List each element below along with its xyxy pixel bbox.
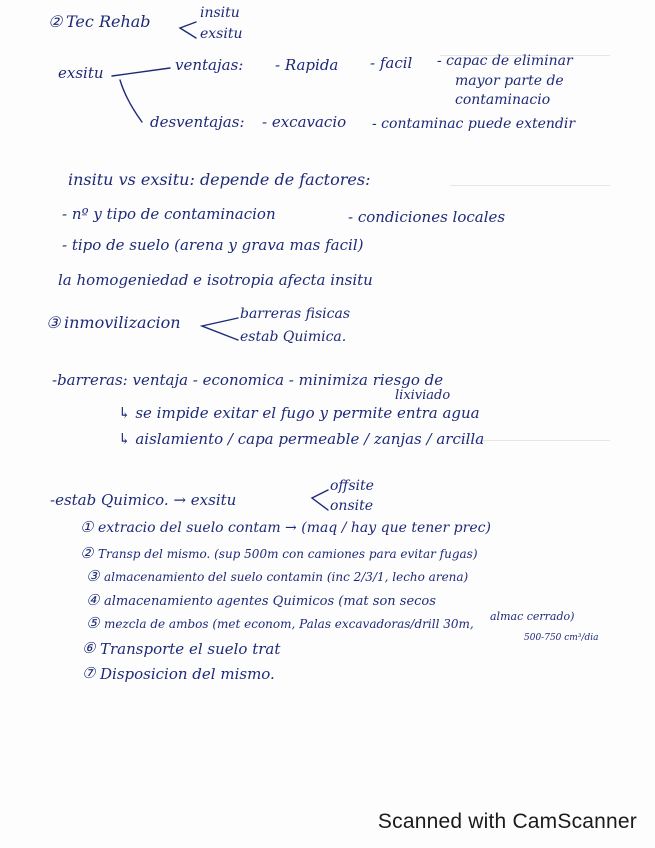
step-1-number: ① <box>80 518 94 536</box>
ventaja-eliminar-3: contaminacio <box>455 92 551 108</box>
comparison-factor-3: - tipo de suelo (arena y grava mas facil) <box>62 236 364 254</box>
branch-stroke <box>112 68 170 76</box>
step-4-note: almac cerrado) <box>490 610 575 623</box>
exsitu-label: exsitu <box>58 64 104 82</box>
desventaja-excavacion: - excavacio <box>262 113 347 131</box>
barreras-line-3: ↳ aislamiento / capa permeable / zanjas / arcilla <box>118 430 485 448</box>
step-1-text: extracio del suelo contam → (maq / hay que tener prec) <box>98 520 491 536</box>
section-3-number: ③ <box>46 313 61 332</box>
section-2-branch-bottom: exsitu <box>200 26 243 42</box>
step-3-text: almacenamiento del suelo contamin (inc 2/3/1, lecho arena) <box>104 570 469 584</box>
ventaja-facil: - facil <box>370 54 413 72</box>
desventajas-label: desventajas: <box>150 113 245 131</box>
comparison-factor-2: - condiciones locales <box>348 208 506 226</box>
comparison-factor-1: - nº y tipo de contaminacion <box>62 205 276 223</box>
barreras-line-2: ↳ se impide exitar el fugo y permite entra agua <box>118 404 480 422</box>
camscanner-watermark: Scanned with CamScanner <box>377 810 637 833</box>
estab-label: -estab Quimico. → exsitu <box>50 491 237 509</box>
section-2-number: ② <box>48 12 63 31</box>
step-4-text: almacenamiento agentes Quimicos (mat son secos <box>104 594 436 609</box>
comparison-heading: insitu vs exsitu: depende de factores: <box>68 170 371 189</box>
fork-stroke <box>180 22 196 38</box>
comparison-note: la homogeniedad e isotropia afecta insitu <box>58 271 373 289</box>
section-2-branch-top: insitu <box>200 5 240 21</box>
ventaja-eliminar-2: mayor parte de <box>455 73 564 89</box>
ventajas-label: ventajas: <box>175 56 244 74</box>
step-2-number: ② <box>80 544 94 562</box>
section-2-title: Tec Rehab <box>66 12 151 31</box>
section-3-title: inmovilizacion <box>64 313 181 332</box>
step-5-number: ⑤ <box>86 614 100 632</box>
step-5-note: 500-750 cm³/dia <box>524 633 599 643</box>
section-3-branch-bottom: estab Quimica. <box>240 329 347 345</box>
step-2-text: Transp del mismo. (sup 500m con camiones para evitar fugas) <box>98 547 478 561</box>
estab-branch-bottom: onsite <box>330 498 374 514</box>
step-6-text: Transporte el suelo trat <box>100 640 281 658</box>
estab-branch-top: offsite <box>330 478 374 494</box>
fork-stroke <box>312 490 328 510</box>
step-6-number: ⑥ <box>82 639 96 657</box>
step-4-number: ④ <box>86 591 100 609</box>
step-7-number: ⑦ <box>82 664 96 682</box>
ventaja-rapida: - Rapida <box>275 56 339 74</box>
barreras-lixiviado: lixiviado <box>395 388 451 403</box>
step-5-text: mezcla de ambos (met econom, Palas excavadoras/drill 30m, <box>104 617 474 631</box>
section-3-branch-top: barreras fisicas <box>240 306 351 322</box>
ventaja-eliminar-1: - capac de eliminar <box>437 53 573 69</box>
barreras-line-1: -barreras: ventaja - economica - minimiza riesgo de <box>52 371 444 389</box>
fork-stroke <box>202 318 238 340</box>
step-3-number: ③ <box>86 567 100 585</box>
step-7-text: Disposicion del mismo. <box>100 665 275 683</box>
branch-stroke <box>120 80 142 122</box>
desventaja-contaminacion: - contaminac puede extendir <box>372 116 576 132</box>
bleed-line <box>450 185 610 186</box>
